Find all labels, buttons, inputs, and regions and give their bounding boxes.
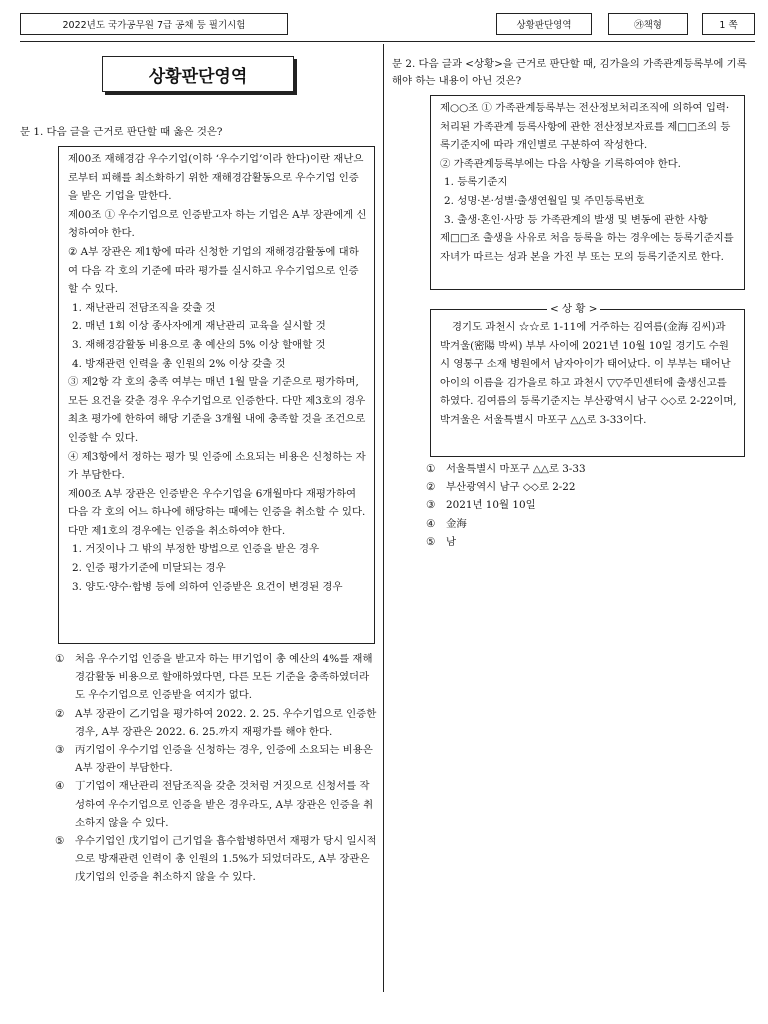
column-divider xyxy=(383,44,384,992)
section-title: 상황판단영역 xyxy=(102,56,294,92)
option-text: 丁기업이 재난관리 전담조직을 갖춘 것처럼 거짓으로 신청서를 작성하여 우수기업으로 인증을 받은 경우라도, A부 장관은 인증을 취소하지 않을 수 있다. xyxy=(75,780,374,829)
q1-box-item: 3. 재해경감활동 비용으로 총 예산의 5% 이상 할애할 것 xyxy=(72,338,326,351)
q1-options xyxy=(55,650,377,887)
q1-box-item: 4. 방재관련 인력을 총 인원의 2% 이상 갖출 것 xyxy=(72,357,286,370)
q1-option-2[interactable] xyxy=(55,705,377,741)
q1-stem: 문 1. 다음 글을 근거로 판단할 때 옳은 것은? xyxy=(20,126,223,138)
option-number: ⑤ xyxy=(426,535,436,548)
q1-box-line: ② A부 장관은 제1항에 따라 신청한 기업의 재해경감활동에 대하여 다음 각 호의 기준에 따라 평가를 실시하고 우수기업으로 인증할 수 있다. xyxy=(68,245,359,296)
option-number: ① xyxy=(55,653,65,665)
q2-option-5[interactable] xyxy=(426,533,748,551)
q1-box-line: ③ 제2항 각 호의 충족 여부는 매년 1월 말을 기준으로 평가하며, 모든 요건을 갖춘 경우 우수기업으로 인증한다. 다만 제3호의 경우 최초 평가에 한하여 해당 기준을 3개월 내에 충족할 것을 조건으로 인증할 수 있다. xyxy=(68,376,366,444)
header-divider xyxy=(20,41,755,42)
option-number: ④ xyxy=(426,517,436,530)
q2-box-line: 제○○조 ① 가족관계등록부는 전산정보처리조직에 의하여 입력·처리된 가족관계 등록사항에 관한 전산정보자료를 제□□조의 등록기준지에 따라 개인별로 구분하여 작성한다. xyxy=(440,102,731,152)
q1-box-item: 1. 거짓이나 그 밖의 부정한 방법으로 인증을 받은 경우 xyxy=(72,543,320,556)
q1-box-item: 1. 재난관리 전담조직을 갖출 것 xyxy=(72,301,216,314)
q2-options xyxy=(426,460,748,551)
q1-box-line: 제00조 A부 장관은 인증받은 우수기업을 6개월마다 재평가하여 다음 각 호의 어느 하나에 해당하는 때에는 인증을 취소할 수 있다. 다만 제1호의 경우에는 인증을 취소하여야 한다. xyxy=(68,487,366,537)
q2-box-line: ② 가족관계등록부에는 다음 사항을 기록하여야 한다. xyxy=(440,157,681,170)
q1-box-item: 3. 양도·양수·합병 등에 의하여 인증받은 요건이 변경된 경우 xyxy=(72,580,343,593)
page-number: 1 쪽 xyxy=(702,13,755,35)
q1-box-line: ④ 제3항에서 정하는 평가 및 인증에 소요되는 비용은 신청하는 자가 부담한다. xyxy=(68,450,366,482)
option-number: ② xyxy=(426,481,436,494)
q1-box-item: 2. 매년 1회 이상 종사자에게 재난관리 교육을 실시할 것 xyxy=(72,320,326,333)
q2-option-1[interactable] xyxy=(426,460,748,478)
situation-label: < 상 황 > xyxy=(547,302,600,316)
q2-box-line: 제□□조 출생을 사유로 처음 등록을 하는 경우에는 등록기준지를 자녀가 따르는 성과 본을 가진 부 또는 모의 등록기준지로 한다. xyxy=(440,232,734,263)
option-number: ⑤ xyxy=(55,835,65,848)
q2-option-3[interactable] xyxy=(426,496,748,514)
q1-option-5[interactable] xyxy=(55,832,377,887)
option-text: 丙기업이 우수기업 인증을 신청하는 경우, 인증에 소요되는 비용은 A부 장관이 부담한다. xyxy=(75,744,373,775)
q2-situation-text: 경기도 과천시 ☆☆로 1-11에 거주하는 김여름(金海 김씨)과 박겨울(密陽 박씨) 부부 사이에 2021년 10월 10일 경기도 수원시 영통구 소재 병원에서 남자아이가 태어났다. 이 부부는 태어난 아이의 이름을 김가을로 하고 과천시 ▽▽주민센터에 출생신고를 하였다. 김여름의 등록기준지는 부산광역시 남구 ◇◇로 2-22이며, 박겨울은 서울특별시 마포구 △△로 3-33이다. xyxy=(440,321,737,426)
option-text: 처음 우수기업 인증을 받고자 하는 甲기업이 총 예산의 4%를 재해경감활동 비용으로 할애하였다면, 다른 모든 기준을 충족하였더라도 우수기업으로 인증받을 여지가 없다. xyxy=(75,653,373,702)
q1-option-3[interactable] xyxy=(55,741,377,777)
q2-box-item: 3. 출생·혼인·사망 등 가족관계의 발생 및 변동에 관한 사항 xyxy=(444,213,708,226)
option-number: ③ xyxy=(55,744,65,757)
q1-option-1[interactable] xyxy=(55,650,377,705)
q1-box-item: 2. 인증 평가기준에 미달되는 경우 xyxy=(72,562,226,575)
q1-option-4[interactable] xyxy=(55,777,377,832)
q1-text-box xyxy=(58,146,375,644)
q1-box-line: 제00조 ① 우수기업으로 인증받고자 하는 기업은 A부 장관에게 신청하여야 한다. xyxy=(68,208,367,240)
option-text: 2021년 10월 10일 xyxy=(446,499,536,512)
option-number: ③ xyxy=(426,499,436,512)
option-text: 서울특별시 마포구 △△로 3-33 xyxy=(446,463,586,475)
option-number: ④ xyxy=(55,780,65,793)
q2-text-box xyxy=(430,95,745,290)
option-text: A부 장관이 乙기업을 평가하여 2022. 2. 25. 우수기업으로 인증한 경우, A부 장관은 2022. 6. 25.까지 재평가를 해야 한다. xyxy=(75,707,377,738)
option-text: 金海 xyxy=(446,517,467,530)
booklet-type: ㉮책형 xyxy=(608,13,688,35)
option-number: ① xyxy=(426,463,436,475)
exam-title: 2022년도 국가공무원 7급 공채 등 필기시험 xyxy=(20,13,288,35)
q2-box-item: 1. 등록기준지 xyxy=(444,176,508,189)
q2-stem: 문 2. 다음 글과 <상황>을 근거로 판단할 때, 김가을의 가족관계등록부에 기록해야 하는 내용이 아닌 것은? xyxy=(392,58,747,87)
q2-option-4[interactable] xyxy=(426,515,748,533)
subject-label: 상황판단영역 xyxy=(496,13,592,35)
q1-box-line: 제00조 재해경감 우수기업(이하 ‘우수기업’이라 한다)이란 재난으로부터 피해를 최소화하기 위한 재해경감활동으로 우수기업 인증을 받은 기업을 말한다. xyxy=(68,153,364,203)
q2-situation-box xyxy=(430,309,745,457)
option-text: 우수기업인 戊기업이 己기업을 흡수합병하면서 재평가 당시 일시적으로 방재관련 인력이 총 인원의 1.5%가 되었더라도, A부 장관은 戊기업의 인증을 취소하지 않을 수 있다. xyxy=(75,835,377,884)
option-text: 부산광역시 남구 ◇◇로 2-22 xyxy=(446,481,576,494)
option-text: 남 xyxy=(446,535,457,548)
q2-box-item: 2. 성명·본·성별·출생연월일 및 주민등록번호 xyxy=(444,194,645,207)
option-number: ② xyxy=(55,707,65,720)
q2-option-2[interactable] xyxy=(426,478,748,496)
